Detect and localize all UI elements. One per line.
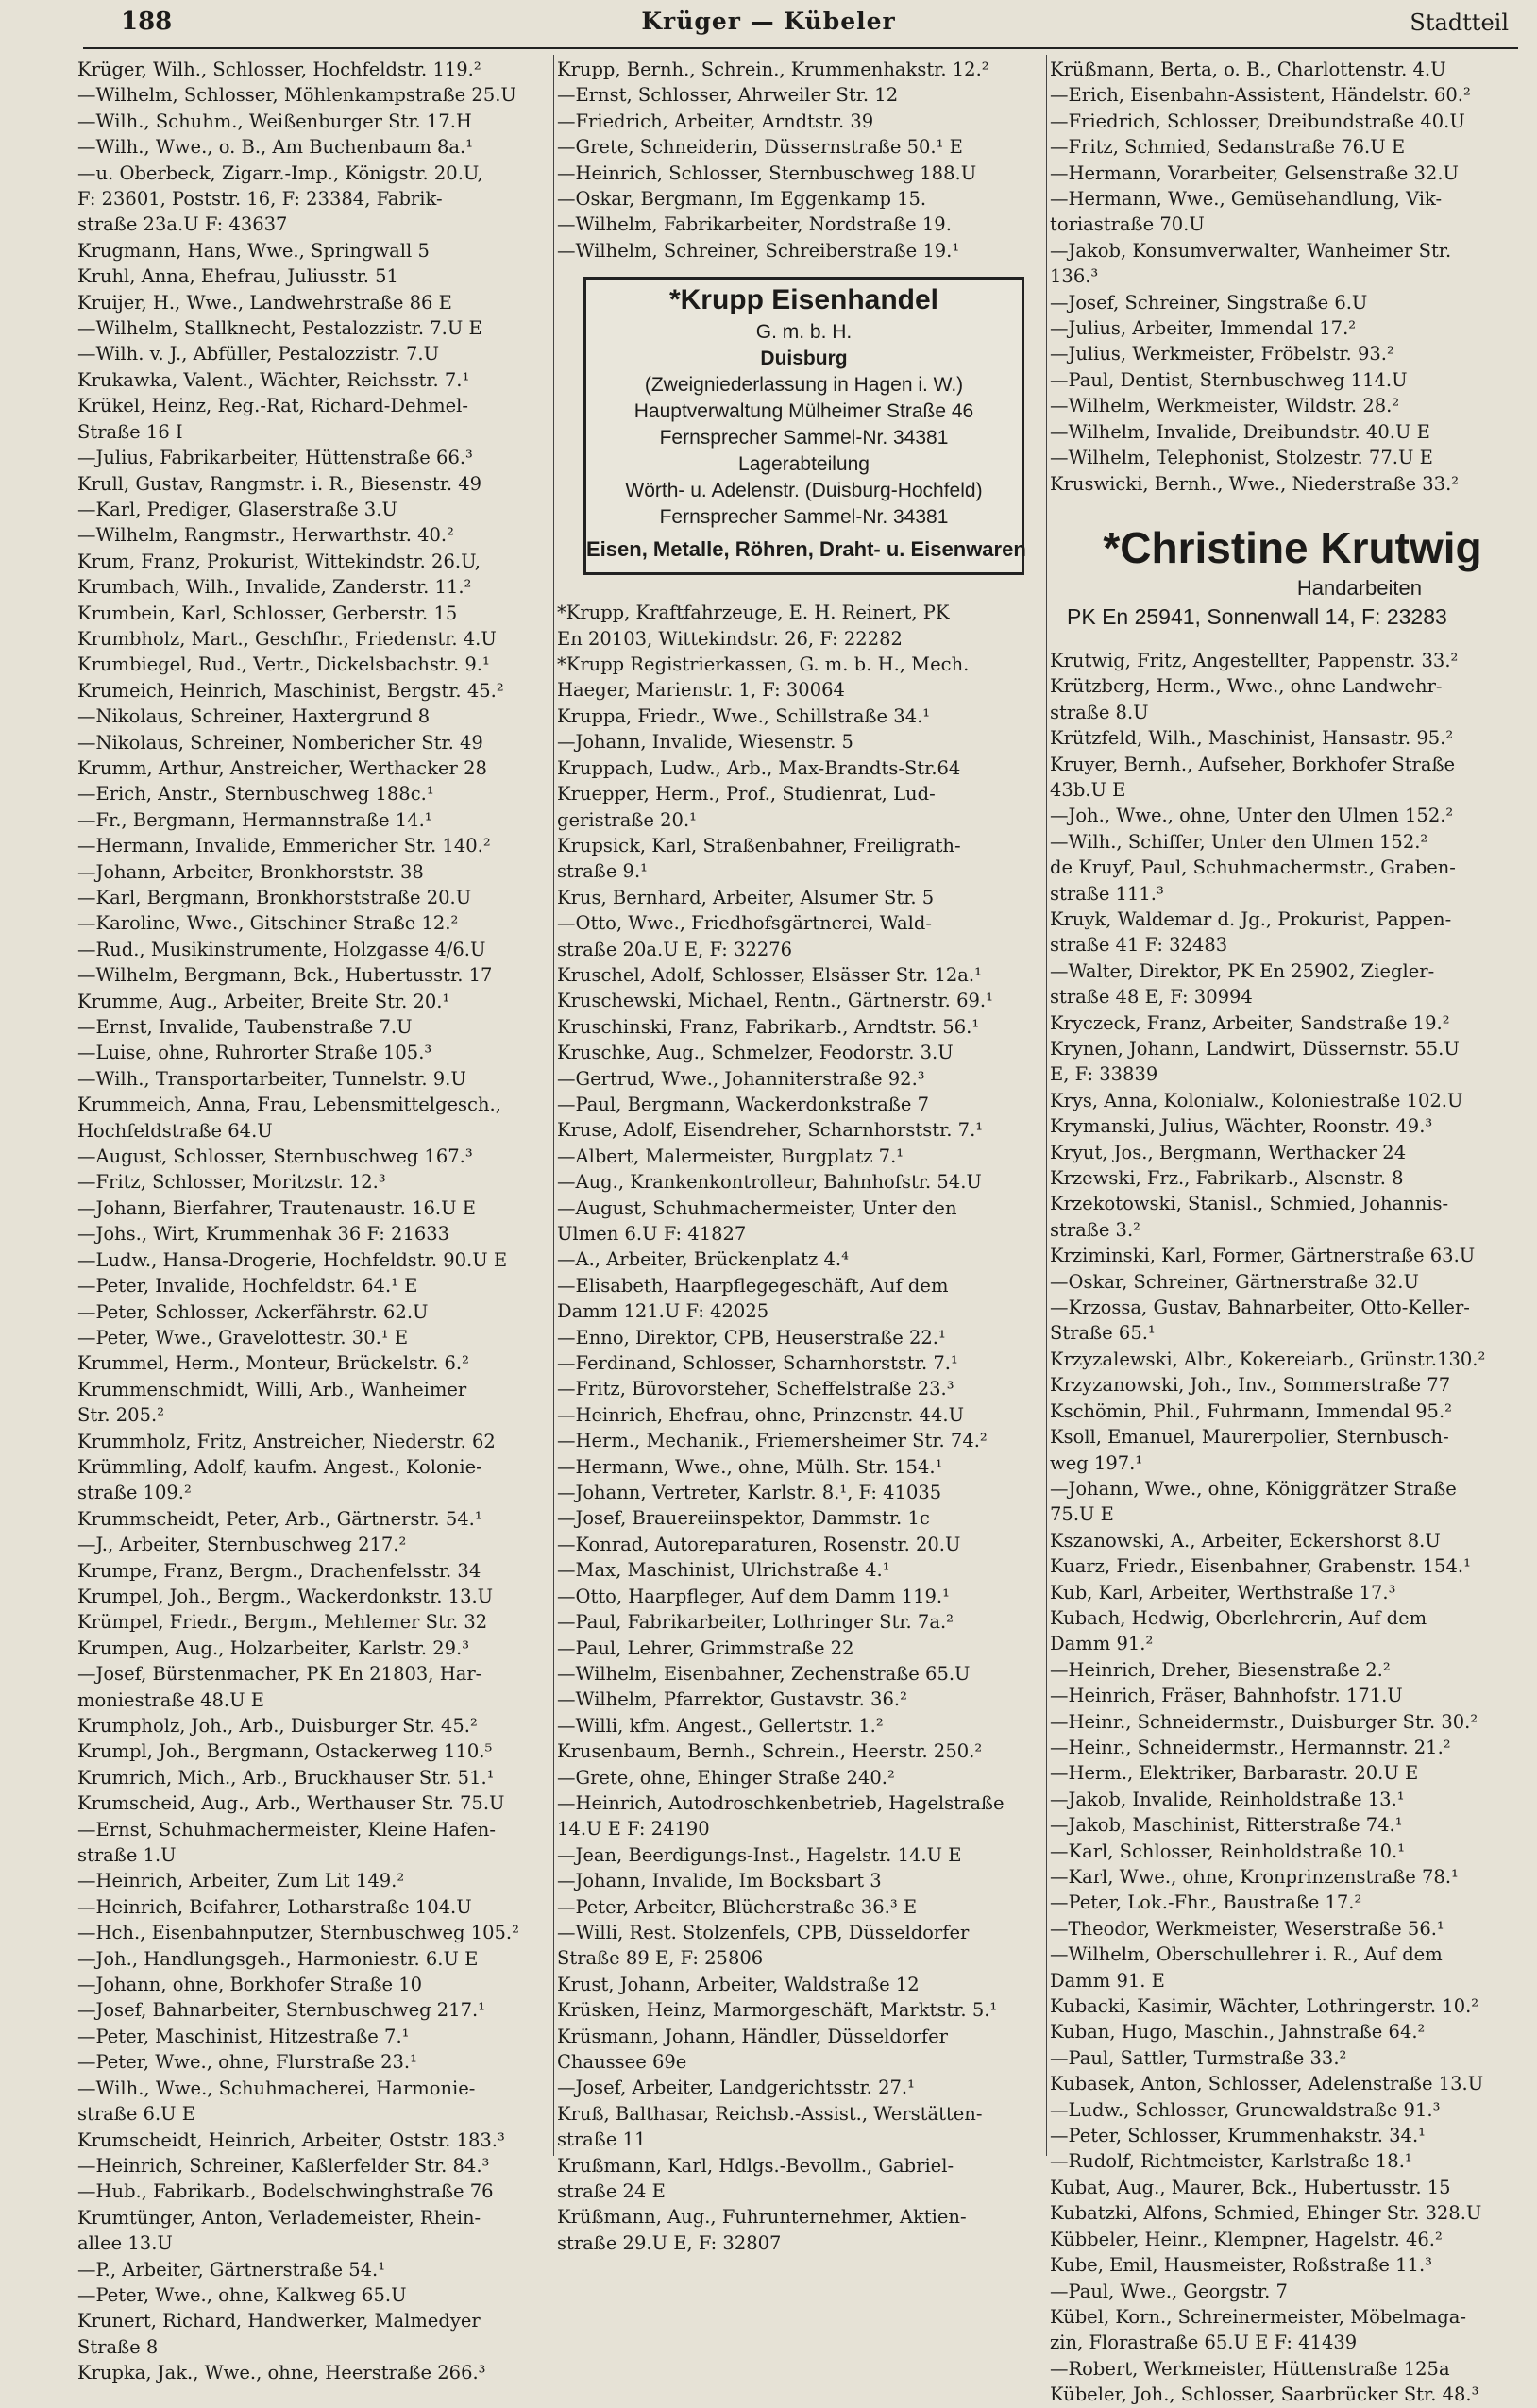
directory-entry: En 20103, Wittekindstr. 26, F: 22282 [557, 627, 903, 650]
directory-entry: —Ludw., Schlosser, Grunewaldstraße 91.³ [1050, 2098, 1441, 2121]
directory-entry: Krupp, Bernh., Schrein., Krummenhakstr. 12.² [557, 59, 989, 80]
directory-entry: Ksoll, Emanuel, Maurerpolier, Sternbusch- [1050, 1426, 1449, 1449]
directory-entry: Kube, Emil, Hausmeister, Roßstraße 11.³ [1050, 2254, 1432, 2277]
directory-entry: Straße 8 [77, 2335, 159, 2358]
directory-entry: *Krupp Registrierkassen, G. m. b. H., Mech. [557, 653, 970, 676]
directory-entry: —Luise, ohne, Ruhrorter Straße 105.³ [77, 1042, 432, 1064]
directory-entry: straße 109.² [77, 1482, 192, 1504]
ad-phone: Fernsprecher Sammel-Nr. 34381 [659, 506, 949, 529]
column-1 [77, 57, 549, 2384]
directory-entry: Kubat, Aug., Maurer, Bck., Hubertusstr. 15 [1050, 2176, 1451, 2198]
directory-entry: —Josef, Brauereiinspektor, Dammstr. 1c [557, 1507, 930, 1530]
directory-entry: Krzekotowski, Stanisl., Schmied, Johannis- [1050, 1193, 1449, 1215]
directory-entry: —Heinr., Schneidermstr., Duisburger Str. 30.² [1050, 1710, 1478, 1733]
directory-entry: straße 11 [557, 2128, 647, 2151]
directory-entry: straße 111.³ [1050, 882, 1164, 905]
page-header [0, 0, 1537, 55]
directory-entry: Krüßmann, Berta, o. B., Charlottenstr. 4.U [1050, 59, 1446, 80]
ad-trade: Handarbeiten [1296, 575, 1422, 600]
directory-entry: —Oskar, Schreiner, Gärtnerstraße 32.U [1050, 1270, 1419, 1293]
directory-entry: —Wilhelm, Oberschullehrer i. R., Auf dem [1050, 1943, 1443, 1966]
directory-entry: Krumpel, Joh., Bergm., Wackerdonkstr. 13.U [77, 1585, 494, 1607]
directory-entry: Kruschinski, Franz, Fabrikarb., Arndtstr. 56.¹ [557, 1015, 980, 1038]
directory-entry: Str. 205.² [77, 1404, 165, 1427]
directory-entry: weg 197.¹ [1050, 1451, 1143, 1474]
directory-entry: straße 3.² [1050, 1218, 1140, 1241]
directory-entry: —Otto, Wwe., Friedhofsgärtnerei, Wald- [557, 912, 932, 935]
directory-entry: —Peter, Schlosser, Ackerfährstr. 62.U [77, 1300, 429, 1323]
directory-entry: Damm 91.² [1050, 1633, 1154, 1655]
directory-entry: Kruyk, Waldemar d. Jg., Prokurist, Pappen- [1050, 907, 1452, 930]
directory-entry: —Peter, Wwe., ohne, Flurstraße 23.¹ [77, 2051, 417, 2074]
directory-entry: —Rudolf, Richtmeister, Karlstraße 18.¹ [1050, 2150, 1412, 2173]
directory-entry: straße 6.U E [77, 2103, 196, 2126]
directory-entry: —Wilhelm, Pfarrektor, Gustavstr. 36.² [557, 1688, 907, 1711]
directory-entry: Krumpl, Joh., Bergmann, Ostackerweg 110.⁵ [77, 1740, 493, 1763]
directory-entry: straße 29.U E, F: 32807 [557, 2231, 782, 2254]
directory-entry: —Grete, ohne, Ehinger Straße 240.² [557, 1766, 895, 1789]
directory-entry: Kuban, Hugo, Maschin., Jahnstraße 64.² [1050, 2021, 1426, 2043]
directory-entry: Ulmen 6.U F: 41827 [557, 1223, 747, 1245]
directory-entry: —Max, Maschinist, Ulrichstraße 4.¹ [557, 1559, 890, 1582]
directory-entry: Damm 121.U F: 42025 [557, 1300, 769, 1323]
directory-entry: Krumscheid, Aug., Arb., Werthauser Str. 75.U [77, 1792, 505, 1815]
directory-entry: —Karl, Schlosser, Reinholdstraße 10.¹ [1050, 1840, 1406, 1862]
header-rule [83, 47, 1518, 49]
directory-entry: —Erich, Eisenbahn-Assistent, Händelstr. 60.² [1050, 84, 1471, 107]
directory-entry: —Peter, Maschinist, Hitzestraße 7.¹ [77, 2025, 410, 2047]
directory-entry: —Peter, Invalide, Hochfeldstr. 64.¹ E [77, 1275, 418, 1297]
directory-entry: Krynen, Johann, Landwirt, Düssernstr. 55.U [1050, 1038, 1460, 1060]
directory-entry: —Ernst, Schlosser, Ahrweiler Str. 12 [557, 84, 899, 107]
directory-entry: Kruyer, Bernh., Aufseher, Borkhofer Straße [1050, 753, 1456, 775]
directory-entry: Krumscheidt, Heinrich, Arbeiter, Oststr. 183.³ [77, 2128, 505, 2151]
directory-entry: —Peter, Wwe., Gravelottestr. 30.¹ E [77, 1326, 409, 1348]
directory-entry: —Herm., Elektriker, Barbarastr. 20.U E [1050, 1762, 1419, 1785]
directory-entry: —Hch., Eisenbahnputzer, Sternbuschweg 105.² [77, 1922, 519, 1944]
directory-entry: E, F: 33839 [1050, 1063, 1158, 1086]
directory-entry: zin, Florastraße 65.U E F: 41439 [1050, 2332, 1358, 2354]
directory-entry: Krumm, Arthur, Anstreicher, Werthacker 28 [77, 756, 487, 779]
directory-entry: —Gertrud, Wwe., Johanniterstraße 92.³ [557, 1067, 925, 1090]
directory-entry: Krugmann, Hans, Wwe., Springwall 5 [77, 239, 430, 262]
directory-entry: —Friedrich, Schlosser, Dreibundstraße 40.U [1050, 110, 1465, 132]
directory-entry: Kryczeck, Franz, Arbeiter, Sandstraße 19.² [1050, 1011, 1450, 1034]
page-number: 188 [121, 8, 173, 36]
directory-entry: straße 24 E [557, 2180, 666, 2203]
directory-entry: —Josef, Schreiner, Singstraße 6.U [1050, 291, 1368, 314]
directory-entry: —Paul, Dentist, Sternbuschweg 114.U [1050, 368, 1408, 391]
directory-entry: —Rud., Musikinstrumente, Holzgasse 4/6.U [77, 938, 486, 960]
ad-details: PK En 25941, Sonnenwall 14, F: 23283 [1067, 603, 1447, 629]
directory-entry: Krüsken, Heinz, Marmorgeschäft, Marktstr. 5.¹ [557, 1999, 998, 2022]
directory-entry: Krumbiegel, Rud., Vertr., Dickelsbachstr. 9.¹ [77, 653, 490, 676]
ad-headquarters: Hauptverwaltung Mülheimer Straße 46 [633, 400, 974, 423]
directory-entry: —Karl, Prediger, Glaserstraße 3.U [77, 498, 397, 520]
directory-entry: straße 20a.U E, F: 32276 [557, 938, 793, 960]
directory-entry: Krys, Anna, Kolonialw., Koloniestraße 102.U [1050, 1089, 1463, 1111]
directory-entry: —Fritz, Schlosser, Moritzstr. 12.³ [77, 1171, 386, 1194]
directory-entry: straße 1.U [77, 1844, 177, 1867]
directory-entry: Krützfeld, Wilh., Maschinist, Hansastr. 95.² [1050, 727, 1454, 750]
directory-entry: —Erich, Anstr., Sternbuschweg 188c.¹ [77, 783, 434, 805]
directory-entry: straße 8.U [1050, 701, 1149, 723]
directory-entry: Krukawka, Valent., Wächter, Reichsstr. 7.¹ [77, 368, 470, 391]
directory-entry: —Jakob, Maschinist, Ritterstraße 74.¹ [1050, 1814, 1403, 1837]
directory-entry: —Johann, Invalide, Wiesenstr. 5 [557, 731, 853, 754]
directory-entry: —Wilhelm, Telephonist, Stolzestr. 77.U E [1050, 447, 1433, 469]
directory-entry: —Heinrich, Beifahrer, Lotharstraße 104.U [77, 1895, 472, 1918]
directory-entry: Krümpel, Friedr., Bergm., Mehlemer Str. 32 [77, 1611, 488, 1634]
directory-entry: —Fritz, Schmied, Sedanstraße 76.U E [1050, 136, 1406, 159]
directory-entry: —Wilhelm, Werkmeister, Wildstr. 28.² [1050, 395, 1400, 417]
directory-entry: —Heinrich, Ehefrau, ohne, Prinzenstr. 44.U [557, 1403, 964, 1426]
directory-entry: Krumbein, Karl, Schlosser, Gerberstr. 15 [77, 602, 458, 624]
directory-entry: Kruswicki, Bernh., Wwe., Niederstraße 33.² [1050, 472, 1460, 495]
directory-entry: Kruppa, Friedr., Wwe., Schillstraße 34.¹ [557, 704, 931, 727]
directory-entry: Straße 16 I [77, 420, 183, 443]
directory-entry: Damm 91. E [1050, 1969, 1165, 1992]
directory-entry: F: 23601, Poststr. 16, F: 23384, Fabrik- [77, 188, 443, 211]
directory-entry: —Johann, Bierfahrer, Trautenaustr. 16.U E [77, 1196, 476, 1219]
directory-entry: —Wilhelm, Eisenbahner, Zechenstraße 65.U [557, 1662, 971, 1685]
directory-entry: —August, Schuhmachermeister, Unter den [557, 1196, 957, 1219]
ad-phone: Fernsprecher Sammel-Nr. 34381 [659, 427, 949, 449]
directory-entry: Krupsick, Karl, Straßenbahner, Freiligrath- [557, 834, 961, 856]
directory-entry: —Wilhelm, Fabrikarbeiter, Nordstraße 19. [557, 213, 952, 236]
directory-entry: Krumbholz, Mart., Geschfhr., Friedenstr. 4.U [77, 627, 497, 650]
directory-entry: Kruschel, Adolf, Schlosser, Elsässer Str. 12a.¹ [557, 963, 982, 986]
directory-entry: —P., Arbeiter, Gärtnerstraße 54.¹ [77, 2258, 386, 2281]
directory-entry: Krzewski, Frz., Fabrikarb., Alsenstr. 8 [1050, 1167, 1404, 1190]
directory-entry: geristraße 20.¹ [557, 808, 697, 831]
directory-entry: moniestraße 48.U E [77, 1688, 264, 1711]
directory-entry: —August, Schlosser, Sternbuschweg 167.³ [77, 1145, 473, 1168]
directory-entry: Krumpen, Aug., Holzarbeiter, Karlstr. 29.³ [77, 1636, 470, 1659]
directory-entry: —Willi, Rest. Stolzenfels, CPB, Düsseldorfer [557, 1921, 970, 1943]
directory-entry: —Johann, Arbeiter, Bronkhorststr. 38 [77, 860, 424, 883]
directory-entry: —Jakob, Konsumverwalter, Wanheimer Str. [1050, 239, 1452, 262]
directory-entry: Krzyzalewski, Albr., Kokereiarb., Grünstr.130.² [1050, 1348, 1486, 1370]
directory-entry: —Robert, Werkmeister, Hüttenstraße 125a [1050, 2357, 1450, 2380]
directory-entry: 75.U E [1050, 1503, 1114, 1526]
directory-entry: —Peter, Wwe., ohne, Kalkweg 65.U [77, 2283, 407, 2306]
directory-entry: —Ludw., Hansa-Drogerie, Hochfeldstr. 90.U E [77, 1248, 508, 1271]
column-divider [1046, 55, 1047, 2156]
directory-entry: —Peter, Arbeiter, Blücherstraße 36.³ E [557, 1895, 918, 1918]
directory-entry: —Johann, Invalide, Im Bocksbart 3 [557, 1870, 882, 1892]
directory-entry: —Paul, Sattler, Turmstraße 33.² [1050, 2046, 1347, 2069]
directory-entry: —Johann, Vertreter, Karlstr. 8.¹, F: 41035 [557, 1482, 942, 1504]
ad-company-name: *Christine Krutwig [1103, 522, 1482, 572]
directory-entry: Krümmling, Adolf, kaufm. Angest., Kolonie- [77, 1455, 482, 1478]
directory-entry: —Wilhelm, Rangmstr., Herwarthstr. 40.² [77, 524, 454, 547]
directory-entry: —Hermann, Invalide, Emmericher Str. 140.² [77, 835, 491, 857]
directory-entry: —Wilh., Schiffer, Unter den Ulmen 152.² [1050, 830, 1428, 853]
directory-entry: —Heinr., Schneidermstr., Hermannstr. 21.² [1050, 1736, 1451, 1758]
directory-entry: straße 9.¹ [557, 860, 648, 883]
directory-entry: Kub, Karl, Arbeiter, Werthstraße 17.³ [1050, 1581, 1396, 1603]
directory-entry: —Karoline, Wwe., Gitschiner Straße 12.² [77, 912, 459, 935]
directory-entry: —Johs., Wirt, Krummenhak 36 F: 21633 [77, 1223, 450, 1246]
directory-entry: Kuarz, Friedr., Eisenbahner, Grabenstr. 154.¹ [1050, 1555, 1471, 1578]
ad-company-name: *Krupp Eisenhandel [668, 284, 939, 316]
directory-entry: —Wilh. v. J., Abfüller, Pestalozzistr. 7.U [77, 343, 440, 365]
directory-entry: —Wilhelm, Schlosser, Möhlenkampstraße 25.U [77, 84, 516, 107]
directory-entry: —Wilh., Schuhm., Weißenburger Str. 17.H [77, 110, 472, 132]
directory-entry: Kübel, Korn., Schreinermeister, Möbelmaga- [1050, 2305, 1466, 2328]
directory-entry: Krumpholz, Joh., Arb., Duisburger Str. 45.² [77, 1715, 478, 1737]
directory-entry: Krus, Bernhard, Arbeiter, Alsumer Str. 5 [557, 886, 935, 908]
directory-entry: Krziminski, Karl, Former, Gärtnerstraße 63.U [1050, 1245, 1476, 1267]
directory-entry: Kruhl, Anna, Ehefrau, Juliusstr. 51 [77, 265, 398, 288]
directory-entry: —J., Arbeiter, Sternbuschweg 217.² [77, 1534, 407, 1556]
directory-entry: —Ferdinand, Schlosser, Scharnhorststr. 7.¹ [557, 1352, 958, 1375]
directory-entry: Krützberg, Herm., Wwe., ohne Landwehr- [1050, 675, 1443, 698]
column-2 [557, 57, 1043, 2254]
directory-entry: —Wilhelm, Invalide, Dreibundstr. 40.U E [1050, 420, 1430, 443]
directory-entry: —Friedrich, Arbeiter, Arndtstr. 39 [557, 110, 874, 132]
directory-entry: —Heinrich, Fräser, Bahnhofstr. 171.U [1050, 1685, 1403, 1707]
ad-branch: (Zweigniederlassung in Hagen i. W.) [644, 374, 964, 397]
directory-entry: —Wilh., Wwe., o. B., Am Buchenbaum 8a.¹ [77, 136, 474, 159]
directory-entry: —Konrad, Autoreparaturen, Rosenstr. 20.U [557, 1533, 961, 1555]
directory-entry: —Ernst, Invalide, Taubenstraße 7.U [77, 1016, 413, 1039]
directory-entry: —Fr., Bergmann, Hermannstraße 14.¹ [77, 808, 432, 831]
directory-entry: —Fritz, Bürovorsteher, Scheffelstraße 23.³ [557, 1378, 954, 1400]
directory-entry: —Peter, Lok.-Fhr., Baustraße 17.² [1050, 1891, 1362, 1914]
directory-entry: —Theodor, Werkmeister, Weserstraße 56.¹ [1050, 1917, 1444, 1940]
directory-entry: Kruschewski, Michael, Rentn., Gärtnerstr. 69.¹ [557, 990, 993, 1012]
directory-entry: —Heinrich, Schlosser, Sternbuschweg 188.U [557, 161, 977, 184]
directory-entry: —Johann, ohne, Borkhofer Straße 10 [77, 1974, 423, 1996]
directory-entry: Kszanowski, A., Arbeiter, Eckershorst 8.U [1050, 1529, 1441, 1552]
directory-entry: —Wilhelm, Schreiner, Schreiberstraße 19.¹ [557, 239, 960, 262]
directory-entry: straße 48 E, F: 30994 [1050, 986, 1253, 1009]
directory-entry: Krum, Franz, Prokurist, Wittekindstr. 26.U, [77, 550, 481, 572]
directory-entry: Hochfeldstraße 64.U [77, 1119, 273, 1142]
directory-entry: —Julius, Arbeiter, Immendal 17.² [1050, 317, 1357, 340]
directory-entry: —Grete, Schneiderin, Düssernstraße 50.¹ E [557, 136, 963, 159]
directory-entry: —Albert, Malermeister, Burgplatz 7.¹ [557, 1145, 904, 1167]
entry-list [1050, 57, 1535, 497]
directory-entry: —Enno, Direktor, CPB, Heuserstraße 22.¹ [557, 1326, 946, 1348]
directory-entry: Kruse, Adolf, Eisendreher, Scharnhorststr. 7.¹ [557, 1119, 984, 1142]
directory-entry: —Johann, Wwe., ohne, Königgrätzer Straße [1050, 1477, 1457, 1500]
directory-entry: —Heinrich, Autodroschkenbetrieb, Hagelstraße [557, 1791, 1005, 1814]
directory-entry: —Heinrich, Schreiner, Kaßlerfelder Str. 84.³ [77, 2154, 490, 2177]
entry-list [557, 57, 1043, 263]
directory-entry: —Walter, Direktor, PK En 25902, Ziegler- [1050, 959, 1435, 982]
directory-entry: —Hub., Fabrikarb., Bodelschwinghstraße 76 [77, 2180, 494, 2203]
christine-krutwig-advertisement [1050, 521, 1535, 631]
directory-entry: Krummeich, Anna, Frau, Lebensmittelgesch., [77, 1094, 501, 1116]
directory-entry: straße 41 F: 32483 [1050, 934, 1228, 957]
directory-entry: —Hermann, Wwe., Gemüsehandlung, Vik- [1050, 188, 1443, 211]
directory-entry: Krusenbaum, Bernh., Schrein., Heerstr. 250.² [557, 1740, 983, 1763]
entry-list [557, 600, 1043, 2256]
directory-entry: —Elisabeth, Haarpflegegeschäft, Auf dem [557, 1274, 949, 1297]
directory-entry: —Wilhelm, Stallknecht, Pestalozzistr. 7.U E [77, 317, 482, 340]
column-divider [553, 55, 554, 2156]
directory-entry: —A., Arbeiter, Brückenplatz 4.⁴ [557, 1248, 849, 1271]
directory-entry: Kübeler, Joh., Schlosser, Saarbrücker Str. 48.³ [1050, 2383, 1479, 2406]
directory-entry: Krust, Johann, Arbeiter, Waldstraße 12 [557, 1973, 920, 1995]
directory-entry: Krull, Gustav, Rangmstr. i. R., Biesenstr. 49 [77, 472, 482, 495]
directory-entry: Krummenschmidt, Willi, Arb., Wanheimer [77, 1378, 467, 1400]
directory-entry: —Hermann, Wwe., ohne, Mülh. Str. 154.¹ [557, 1455, 943, 1478]
directory-entry: Krupka, Jak., Wwe., ohne, Heerstraße 266.³ [77, 2362, 486, 2384]
directory-entry: Krumeich, Heinrich, Maschinist, Bergstr. 45.² [77, 679, 504, 702]
directory-entry: Krumme, Aug., Arbeiter, Breite Str. 20.¹ [77, 990, 450, 1012]
directory-entry: Krußmann, Karl, Hdlgs.-Bevollm., Gabriel- [557, 2154, 954, 2177]
directory-entry: —Paul, Lehrer, Grimmstraße 22 [557, 1636, 854, 1659]
directory-entry: Krummholz, Fritz, Anstreicher, Niederstr. 62 [77, 1430, 496, 1452]
directory-entry: —Josef, Bürstenmacher, PK En 21803, Har- [77, 1663, 482, 1686]
directory-entry: allee 13.U [77, 2232, 173, 2255]
directory-entry: Krüsmann, Johann, Händler, Düsseldorfer [557, 2025, 948, 2047]
directory-entry: Krymanski, Julius, Wächter, Roonstr. 49.³ [1050, 1115, 1433, 1138]
directory-entry: —Jakob, Invalide, Reinholdstraße 13.¹ [1050, 1788, 1405, 1810]
directory-entry: —Josef, Bahnarbeiter, Sternbuschweg 217.¹ [77, 1999, 486, 2022]
directory-entry: —Paul, Wwe., Georgstr. 7 [1050, 2280, 1288, 2302]
directory-entry: —u. Oberbeck, Zigarr.-Imp., Königstr. 20.U, [77, 161, 483, 184]
directory-entry: Krutwig, Fritz, Angestellter, Pappenstr. 33.² [1050, 649, 1459, 671]
section-label: Stadtteil [1410, 9, 1509, 36]
directory-entry: Kubatzki, Alfons, Schmied, Ehinger Str. 328.U [1050, 2202, 1482, 2225]
ad-city: Duisburg [760, 348, 848, 370]
directory-entry: Kubasek, Anton, Schlosser, Adelenstraße 13.U [1050, 2073, 1484, 2095]
directory-entry: *Krupp, Kraftfahrzeuge, E. H. Reinert, PK [557, 602, 950, 624]
directory-entry: 43b.U E [1050, 778, 1126, 801]
directory-entry: Krüßmann, Aug., Fuhrunternehmer, Aktien- [557, 2206, 967, 2229]
directory-entry: Kruepper, Herm., Prof., Studienrat, Lud- [557, 783, 936, 805]
directory-entry: Krükel, Heinz, Reg.-Rat, Richard-Dehmel- [77, 395, 468, 417]
krupp-eisenhandel-advertisement [583, 277, 1024, 575]
directory-entry: —Aug., Krankenkontrolleur, Bahnhofstr. 54.U [557, 1171, 982, 1194]
ad-department: Lagerabteilung [738, 453, 870, 476]
directory-entry: —Paul, Bergmann, Wackerdonkstraße 7 [557, 1093, 929, 1115]
directory-entry: 136.³ [1050, 265, 1099, 288]
directory-entry: —Josef, Arbeiter, Landgerichtsstr. 27.¹ [557, 2077, 915, 2099]
page-title: Krüger — Kübeler [641, 8, 896, 35]
directory-entry: Krüger, Wilh., Schlosser, Hochfeldstr. 119.² [77, 59, 481, 80]
directory-entry: Krzyzanowski, Joh., Inv., Sommerstraße 77 [1050, 1374, 1451, 1397]
directory-entry: Kryut, Jos., Bergmann, Werthacker 24 [1050, 1141, 1407, 1163]
directory-entry: —Wilh., Wwe., Schuhmacherei, Harmonie- [77, 2077, 476, 2099]
directory-entry: —Peter, Schlosser, Krummenhakstr. 34.¹ [1050, 2125, 1426, 2147]
entry-list [77, 57, 549, 2386]
directory-entry: de Kruyf, Paul, Schuhmachermstr., Graben- [1050, 856, 1456, 879]
directory-entry: Kruijer, H., Wwe., Landwehrstraße 86 E [77, 291, 452, 314]
directory-entry: —Hermann, Vorarbeiter, Gelsenstraße 32.U [1050, 161, 1459, 184]
directory-entry: Kruschke, Aug., Schmelzer, Feodorstr. 3.U [557, 1042, 954, 1064]
directory-entry: —Ernst, Schuhmachermeister, Kleine Hafen- [77, 1818, 496, 1840]
directory-entry: Krumtünger, Anton, Verlademeister, Rhein- [77, 2206, 481, 2229]
directory-entry: Krummscheidt, Peter, Arb., Gärtnerstr. 54.¹ [77, 1507, 482, 1530]
ad-company-form: G. m. b. H. [755, 321, 853, 344]
directory-entry: Krumrich, Mich., Arb., Bruckhauser Str. 51.¹ [77, 1766, 495, 1789]
directory-entry: Haeger, Marienstr. 1, F: 30064 [557, 679, 845, 702]
directory-entry: Straße 89 E, F: 25806 [557, 1947, 764, 1970]
directory-entry: Kubacki, Kasimir, Wächter, Lothringerstr. 10.² [1050, 1995, 1479, 2018]
directory-entry: —Wilh., Transportarbeiter, Tunnelstr. 9.U [77, 1067, 466, 1090]
directory-entry: —Heinrich, Dreher, Biesenstraße 2.² [1050, 1658, 1391, 1681]
column-3 [1050, 57, 1535, 2406]
directory-entry: —Oskar, Bergmann, Im Eggenkamp 15. [557, 188, 927, 211]
directory-entry: 14.U E F: 24190 [557, 1818, 710, 1840]
directory-entry: Krumpe, Franz, Bergm., Drachenfelsstr. 34 [77, 1559, 481, 1582]
directory-entry: —Nikolaus, Schreiner, Haxtergrund 8 [77, 705, 431, 728]
directory-entry: —Krzossa, Gustav, Bahnarbeiter, Otto-Keller- [1050, 1297, 1470, 1319]
directory-entry: —Wilhelm, Bergmann, Bck., Hubertusstr. 17 [77, 964, 493, 987]
directory-entry: Kruß, Balthasar, Reichsb.-Assist., Werstätten- [557, 2102, 983, 2125]
directory-entry: Kübbeler, Heinr., Klempner, Hagelstr. 46.² [1050, 2228, 1443, 2250]
directory-entry: —Nikolaus, Schreiner, Nombericher Str. 49 [77, 731, 483, 754]
ad-slogan: Eisen, Metalle, Röhren, Draht- u. Eisenwaren [586, 537, 1026, 562]
directory-entry: straße 23a.U F: 43637 [77, 213, 288, 236]
directory-entry: Krummel, Herm., Monteur, Brückelstr. 6.² [77, 1352, 469, 1375]
directory-entry: —Jean, Beerdigungs-Inst., Hagelstr. 14.U E [557, 1843, 962, 1866]
directory-entry: —Heinrich, Arbeiter, Zum Lit 149.² [77, 1870, 405, 1892]
directory-entry: —Karl, Wwe., ohne, Kronprinzenstraße 78.¹ [1050, 1866, 1459, 1888]
directory-entry: Straße 65.¹ [1050, 1322, 1156, 1345]
directory-entry: Krunert, Richard, Handwerker, Malmedyer [77, 2310, 481, 2332]
directory-entry: —Karl, Bergmann, Bronkhorststraße 20.U [77, 887, 472, 908]
directory-entry: Kschömin, Phil., Fuhrmann, Immendal 95.² [1050, 1399, 1452, 1422]
directory-entry: —Otto, Haarpfleger, Auf dem Damm 119.¹ [557, 1585, 950, 1607]
directory-entry: Krumbach, Wilh., Invalide, Zanderstr. 11.² [77, 576, 472, 599]
directory-entry: Kubach, Hedwig, Oberlehrerin, Auf dem [1050, 1606, 1427, 1629]
directory-entry: —Julius, Werkmeister, Fröbelstr. 93.² [1050, 343, 1394, 365]
directory-entry: Chaussee 69e [557, 2051, 687, 2073]
entry-list [1050, 648, 1535, 2408]
directory-entry: —Joh., Handlungsgeh., Harmoniestr. 6.U E [77, 1947, 479, 1970]
directory-entry: —Willi, kfm. Angest., Gellertstr. 1.² [557, 1714, 884, 1737]
directory-entry: —Paul, Fabrikarbeiter, Lothringer Str. 7a.² [557, 1611, 954, 1634]
ad-address: Wörth- u. Adelenstr. (Duisburg-Hochfeld) [625, 480, 983, 502]
directory-entry: —Herm., Mechanik., Friemersheimer Str. 74.² [557, 1430, 988, 1452]
directory-entry: Kruppach, Ludw., Arb., Max-Brandts-Str.64 [557, 756, 961, 779]
directory-entry: toriastraße 70.U [1050, 213, 1205, 236]
directory-entry: —Julius, Fabrikarbeiter, Hüttenstraße 66.³ [77, 447, 473, 469]
directory-entry: —Joh., Wwe., ohne, Unter den Ulmen 152.² [1050, 805, 1454, 827]
